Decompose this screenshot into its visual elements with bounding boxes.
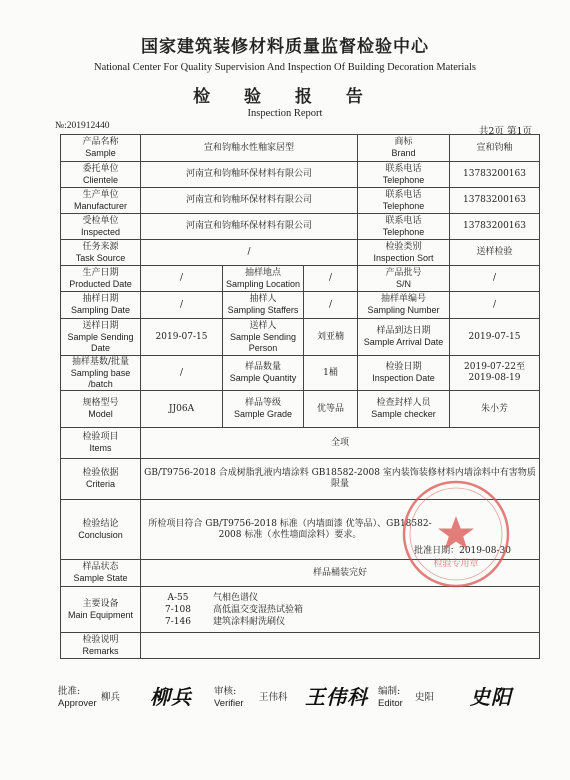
value-inspection-date: 2019-07-22至 2019-08-19 <box>450 356 540 391</box>
approver-label: 批准: Approver <box>58 686 97 709</box>
value-producted-date: / <box>141 266 223 292</box>
label-remarks: 检验说明 Remarks <box>61 633 141 659</box>
editor-signature: 史阳 <box>470 685 512 709</box>
approver-name: 柳兵 <box>101 692 121 703</box>
official-stamp <box>400 478 512 590</box>
value-items: 全项 <box>141 428 540 459</box>
label-telephone-1: 联系电话 Telephone <box>358 162 450 188</box>
equipment-name: 建筑涂料耐洗刷仪 <box>213 616 286 627</box>
equipment-code: A-55 <box>167 592 189 603</box>
label-sampling-base: 抽样基数/批量 Sampling base /batch <box>61 356 141 391</box>
label-inspected: 受检单位 Inspected <box>61 214 141 240</box>
value-telephone-2: 13783200163 <box>450 188 540 214</box>
label-criteria: 检验依据 Criteria <box>61 459 141 500</box>
value-criteria: GB/T9756-2018 合成树脂乳液内墙涂料 GB18582-2008 室内装饰装修材料内墙涂料中有害物质限量 <box>141 459 540 500</box>
label-sample-checker: 检查封样人员 Sample checker <box>358 391 450 428</box>
label-sample-quantity: 样品数量 Sample Quantity <box>223 356 304 391</box>
org-name-cn: 国家建筑装修材料质量监督检验中心 <box>141 37 429 57</box>
value-sending-date: 2019-07-15 <box>141 319 223 356</box>
label-model: 规格型号 Model <box>61 391 141 428</box>
label-sending-person: 送样人 Sample Sending Person <box>223 319 304 356</box>
label-equipment: 主要设备 Main Equipment <box>61 587 141 633</box>
label-task-source: 任务来源 Task Source <box>61 240 141 266</box>
label-telephone-2: 联系电话 Telephone <box>358 188 450 214</box>
label-sampling-number: 抽样单编号 Sampling Number <box>358 292 450 319</box>
editor-label: 编制: Editor <box>378 686 403 709</box>
verifier-label: 审核: Verifier <box>214 686 244 709</box>
value-remarks <box>141 633 540 659</box>
value-sampling-base: / <box>141 356 223 391</box>
org-name-en: National Center For Quality Supervision And Inspection Of Building Decoration Materials <box>93 62 476 73</box>
report-title-en: Inspection Report <box>247 108 323 119</box>
equipment-name: 气相色谱仪 <box>213 592 259 603</box>
label-sample-state: 样品状态 Sample State <box>61 560 141 587</box>
value-conclusion: 所检项目符合 GB/T9756-2018 标准（内墙面漆 优等品）、GB18582-2008 标准（水性墙面涂料）要求。 <box>148 518 432 540</box>
label-inspection-sort: 检验类别 Inspection Sort <box>358 240 450 266</box>
value-manufacturer: 河南宣和钧釉环保材料有限公司 <box>141 188 358 214</box>
verifier-name: 王伟科 <box>259 692 288 703</box>
value-sample-checker: 朱小芳 <box>450 391 540 428</box>
label-sampling-staffers: 抽样人 Sampling Staffers <box>223 292 304 319</box>
label-sn: 产品批号 S/N <box>358 266 450 292</box>
value-sending-person: 刘亚楠 <box>304 319 358 356</box>
report-number: №:201912440 <box>55 121 110 131</box>
stamp-star <box>438 516 474 550</box>
page-info: 共2页 第1页 <box>478 126 532 137</box>
equipment-row <box>143 616 537 628</box>
label-arrival-date: 样品到达日期 Sample Arrival Date <box>358 319 450 356</box>
label-sampling-location: 抽样地点 Sampling Location <box>223 266 304 292</box>
value-sn: / <box>450 266 540 292</box>
label-sampling-date: 抽样日期 Sampling Date <box>61 292 141 319</box>
report-title-cn: 检 验 报 告 <box>193 87 377 107</box>
verifier-signature: 王伟科 <box>305 685 368 709</box>
equipment-name: 高低温交变湿热试验箱 <box>213 604 304 615</box>
value-sample-state: 样品桶装完好 <box>141 560 540 587</box>
label-sample: 产品名称 Sample <box>61 135 141 162</box>
value-brand: 宣和钧釉 <box>450 135 540 162</box>
value-equipment <box>141 587 540 633</box>
value-sample-grade: 优等品 <box>304 391 358 428</box>
label-manufacturer: 生产单位 Manufacturer <box>61 188 141 214</box>
value-telephone-1: 13783200163 <box>450 162 540 188</box>
value-task-source: / <box>141 240 358 266</box>
value-arrival-date: 2019-07-15 <box>450 319 540 356</box>
label-sample-grade: 样品等级 Sample Grade <box>223 391 304 428</box>
equipment-code: 7-146 <box>165 616 191 627</box>
label-clientele: 委托单位 Clientele <box>61 162 141 188</box>
sign-date: 批准日期：2019-08-30 <box>414 546 511 556</box>
value-telephone-3: 13783200163 <box>450 214 540 240</box>
label-inspection-date: 检验日期 Inspection Date <box>358 356 450 391</box>
label-telephone-3: 联系电话 Telephone <box>358 214 450 240</box>
equipment-code: 7-108 <box>165 604 191 615</box>
label-sending-date: 送样日期 Sample Sending Date <box>61 319 141 356</box>
label-items: 检验项目 Items <box>61 428 141 459</box>
label-conclusion: 检验结论 Conclusion <box>61 500 141 560</box>
value-inspected: 河南宣和钧釉环保材料有限公司 <box>141 214 358 240</box>
value-sample-quantity: 1桶 <box>304 356 358 391</box>
value-sampling-number: / <box>450 292 540 319</box>
value-sample: 宣和钧釉水性釉家居型 <box>141 135 358 162</box>
stamp-text: 检验专用章 <box>433 559 479 569</box>
value-clientele: 河南宣和钧釉环保材料有限公司 <box>141 162 358 188</box>
value-model: JJ06A <box>141 391 223 428</box>
equipment-row <box>143 592 537 604</box>
value-sampling-date: / <box>141 292 223 319</box>
value-sampling-location: / <box>304 266 358 292</box>
approver-signature: 柳兵 <box>150 685 192 709</box>
equipment-row <box>143 604 537 616</box>
value-inspection-sort: 送样检验 <box>450 240 540 266</box>
value-sampling-staffers: / <box>304 292 358 319</box>
editor-name: 史阳 <box>415 692 435 703</box>
label-producted-date: 生产日期 Producted Date <box>61 266 141 292</box>
label-brand: 商标 Brand <box>358 135 450 162</box>
